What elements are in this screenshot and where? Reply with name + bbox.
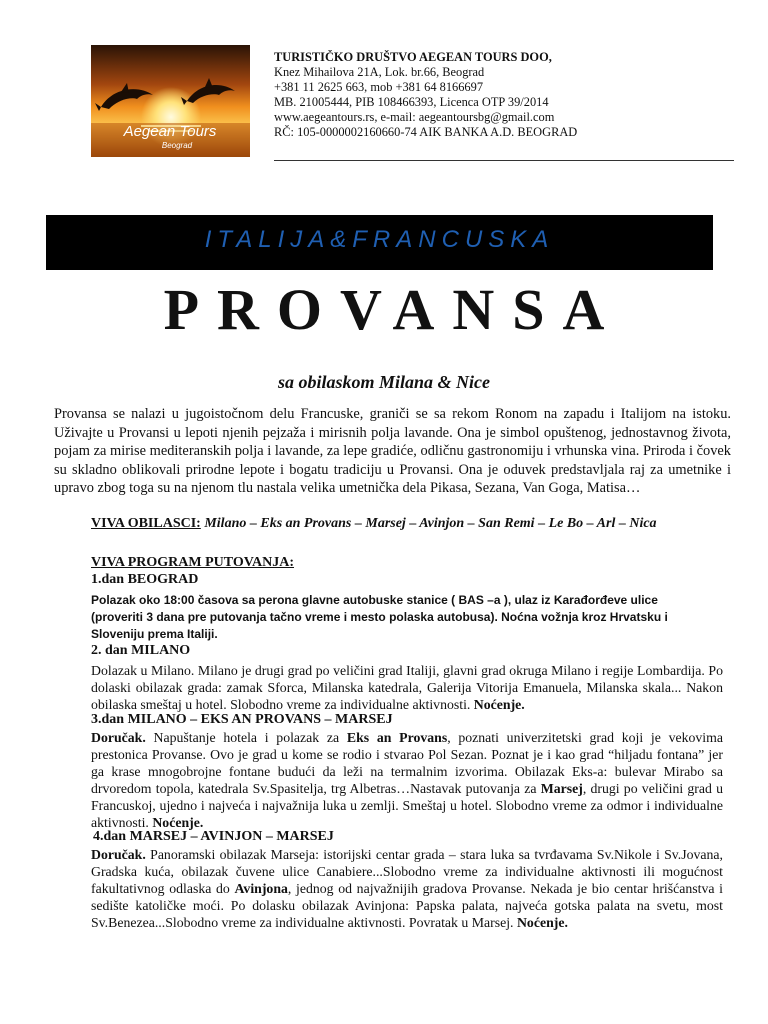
day1-night-drive: Noćna vožnja kroz Hrvatsku i Sloveniju prema Italiji. bbox=[91, 610, 668, 641]
company-web-email: www.aegeantours.rs, e-mail: aegeantoursbg@gmail.com bbox=[274, 110, 555, 125]
sunset-dolphins-icon bbox=[91, 45, 250, 157]
day3-night: Noćenje. bbox=[152, 815, 204, 831]
company-bank-account: RČ: 105-0000002160660-74 AIK BANKA A.D. BEOGRAD bbox=[274, 125, 578, 140]
day2-title: 2. dan MILANO bbox=[91, 643, 191, 658]
company-phone: +381 11 2625 663, mob +381 64 8166697 bbox=[274, 80, 484, 95]
intro-paragraph: Provansa se nalazi u jugoistočnom delu Francuske, graniči se sa rekom Ronom na zapadu i Italijom na istoku. Uživajte u Provansi u lepoti njenih pejzaža i mirisnih polja lavande. Ona je simbol opuštenog, jednostavnog života, pojam za mirise mediteranskih polja i lavande, za lepe gradiće, odličnu gastronomiju i vrhunska vina. Priroda i čovek su skladno oblikovali prirodne lepote i bogatu tradiciju u Provansi. Ona je oduvek predstavljala raj za umetnike i upravo zbog toga su na njenom tlu nastala velika umetnička dela Pikasa, Sezana, Van Goga, Matisa… bbox=[54, 406, 731, 496]
logo-caption: Aegean Tours bbox=[123, 123, 217, 140]
day3-breakfast: Doručak. bbox=[91, 730, 146, 745]
day2-description: Dolazak u Milano. Milano je drugi grad po veličini grad Italiji, glavni grad okruga Milano i regije Lombardija. Po dolaski obilazak grada: zamak Sforca, Milanska katedrala, Galerija Vitorija Emanuela, Milanska skala... Nakon obilaska smeštaj u hotel. Slobodno vreme za individualne aktivnosti. bbox=[91, 663, 723, 713]
company-address: Knez Mihailova 21A, Lok. br.66, Beograd bbox=[274, 65, 485, 80]
day4-text-part: Panoramski obilazak Marseja: istorijski centar grada – stara luka sa tvrđavama Sv.Nikole i Sv.Jovana, Gradska kuća, obilazak čuvene ulice Canabiere...Slobodno vreme za individualne aktivnosti ili mogućnost fakultativnog odlaska do bbox=[91, 847, 723, 897]
day2-text bbox=[91, 662, 723, 713]
day1-text bbox=[91, 592, 669, 643]
company-info bbox=[274, 50, 694, 150]
day1-departure: Polazak oko 18:00 časova sa perona glavne autobuske stanice ( BAS –a ), ulaz iz Karađorđeve ulice (proveriti 3 dana pre putovanja tačno vreme i mesto polaska autobusa). bbox=[91, 593, 658, 624]
day3-text-part: Napuštanje hotela i polazak za bbox=[145, 730, 347, 745]
page-subtitle: sa obilaskom Milana & Nice bbox=[277, 372, 490, 392]
program-heading bbox=[91, 555, 294, 571]
viva-obilasci bbox=[91, 516, 731, 532]
destination-banner bbox=[46, 215, 713, 270]
program-heading-text: VIVA PROGRAM PUTOVANJA: bbox=[91, 555, 295, 570]
day3-text-part: , poznati univerzitetski grad koji je vekovima prestonica Provanse. Ovo je grad u kome se rodio i stvarao Pol Sezan. Poznat je i kao grad “hiljadu fontana” jer ga krase mnogobrojne fontane budući da leži na termalnim izvorima. Obilazak Eks-a: bulevar Mirabo sa drvoredom topola, katedrala Sv.Spasitelja, trg Albetras…Nastavak putovanja za bbox=[91, 730, 723, 797]
day3-title: 3.dan MILANO – EKS AN PROVANS – MARSEJ bbox=[91, 712, 393, 727]
obilasci-route: Milano – Eks an Provans – Marsej – Avinjon – San Remi – Le Bo – Arl – Nica bbox=[204, 516, 657, 531]
company-name: TURISTIČKO DRUŠTVO AEGEAN TOURS DOO, bbox=[274, 50, 552, 64]
day3-text-part: , drugi po veličini grad u Francuskoj, ujedno i najveća i najvažnija luka u zemlji. Smeštaj u hotel. Slobodno vreme za odmor i individualne aktivnosti. bbox=[91, 781, 723, 831]
page-title: PROVANSA bbox=[163, 277, 623, 342]
day4-avinjon: Avinjona bbox=[234, 881, 288, 897]
day3-eks-an-provans: Eks an Provans bbox=[346, 730, 448, 745]
company-logo bbox=[91, 45, 250, 157]
obilasci-label: VIVA OBILASCI: bbox=[91, 516, 201, 531]
header-divider bbox=[274, 160, 734, 161]
day4-breakfast: Doručak. bbox=[91, 847, 146, 862]
day4-night: Noćenje. bbox=[516, 915, 568, 931]
day2-night: Noćenje. bbox=[473, 697, 525, 713]
banner-text: ITALIJA&FRANCUSKA bbox=[204, 226, 555, 253]
day4-text bbox=[91, 846, 723, 931]
day3-marsej: Marsej bbox=[540, 781, 583, 797]
day3-text bbox=[91, 729, 723, 832]
day4-text-part: , jednog od najvažnijih gradova Provanse. Nekada je bio centar hrišćanstva i sedište katoličke moći. Po dolasku obilazak Avinjona: Papska palata, najveća gotska palata na svetu, most Sv.Benezea...Slobodno vreme za individualne aktivnosti. Povratak u Marsej. bbox=[91, 881, 723, 931]
logo-subcaption: Beograd bbox=[161, 141, 193, 150]
company-registration: MB. 21005444, PIB 108466393, Licenca OTP 39/2014 bbox=[274, 95, 549, 110]
day4-title: 4.dan MARSEJ – AVINJON – MARSEJ bbox=[93, 829, 334, 844]
day1-title: 1.dan BEOGRAD bbox=[91, 572, 199, 587]
